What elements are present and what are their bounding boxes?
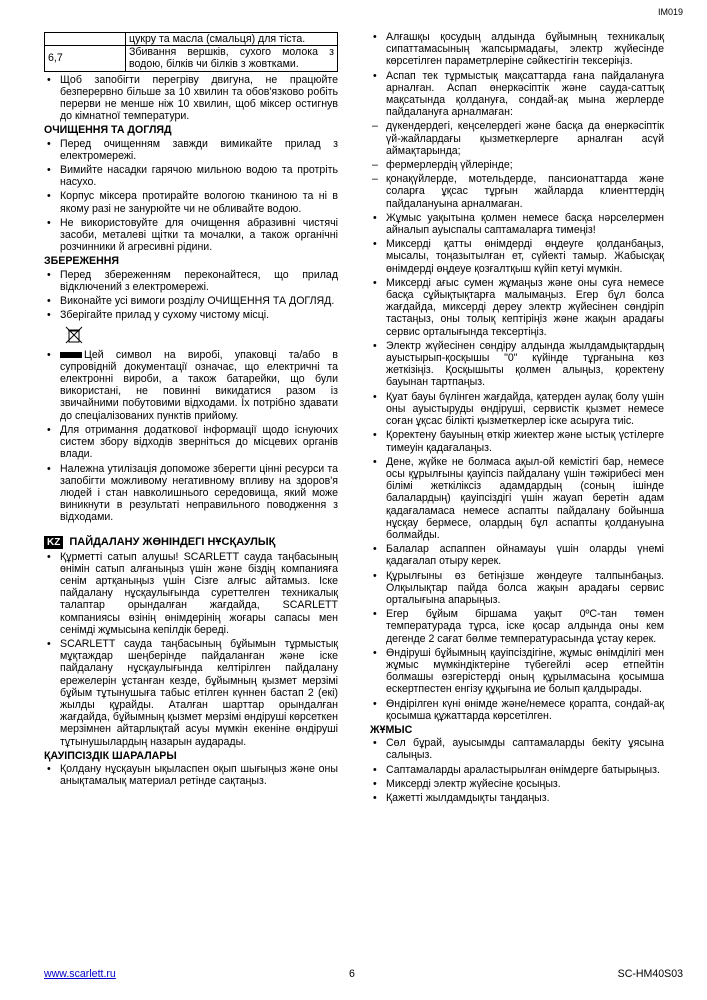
list-item: • Құрметті сатып алушы! SCARLETT сауда таңбасының өнімін сатып алғаныңыз үшін және біздің компанияға сенім артқаныңыз үшін Сізге алғыс айтамыз. Іске пайдалану нұсқаулығында суреттелген техникалық талаптар орындалған жағдайда, SCARLETT компаниясы өзінің өнімдерінің жоғары сапасы мен сенімді жұмысына кепілдік береді. — [44, 551, 338, 636]
speed-table — [44, 32, 338, 72]
recycle-list — [44, 349, 338, 524]
recycle-text: Цей символ на виробі, упаковці та/або в супровідній документації означає, що електричні та електронні вироби, а також батарейки, що були використані, не повинні викидатися разом із звичайними побутовими відходами. Їх потрібно здавати до спеціалізованих пунктів прийому. — [60, 348, 338, 422]
list-item: • Для отримання додаткової інформації щодо існуючих систем збору відходів зверніться до місцевих органів влади. — [44, 424, 338, 461]
list-item: • Виконайте усі вимоги розділу ОЧИЩЕННЯ ТА ДОГЛЯД. — [44, 295, 338, 307]
bar-symbol-icon — [60, 352, 82, 358]
kz-intro-list — [44, 551, 338, 748]
list-item: • Өндіруші бұйымның қауіпсіздігіне, жұмыс өнімділігі мен жұмыс мүмкіндіктеріне түбегейлі әсер етпейтін болмашы өзгерістерді оның құрылмасына қосымша ескертпестен енгізу құқығына ие болып қалдырады. — [370, 647, 664, 696]
footer-model: SC-HM40S03 — [617, 968, 683, 980]
list-item: • Перед збереженням переконайтеся, що прилад відключений з електромережі. — [44, 269, 338, 293]
list-item: • Миксерді ағыс сумен жұмаңыз және оны суға немесе басқа сұйықтықтарға малымаңыз. Егер бұл болса жағдайда, миксерді дереу электр жүйесінен сөндіріп тастаңыз, оны толық кептіріңіз және жақын арадағы сервис орталығында тексертіңіз. — [370, 277, 664, 338]
section-title-cleaning: ОЧИЩЕННЯ ТА ДОГЛЯД — [44, 124, 172, 137]
list-item: – дүкендердегі, кеңселердегі және басқа да өнеркәсіптік үй-жайлардағы қызметкерлерге арналған асүй аймақтарында; — [370, 120, 664, 157]
right-column — [370, 31, 664, 806]
page-number: 6 — [349, 968, 355, 980]
list-item: • Належна утилізація допоможе зберегти цінні ресурси та запобігти можливому негативному впливу на здоров'я людей і стан навколишнього середовища, який може виникнути в результаті неправильного поводження з відходами. — [44, 463, 338, 524]
list-item: • Зберігайте прилад у сухому чистому місці. — [44, 309, 338, 321]
list-item: • Миксерді электр жүйесіне қосыңыз. — [370, 778, 664, 790]
list-item: • Қуат бауы бүлінген жағдайда, қатерден аулақ болу үшін оны ауыстыруды өндіруші, сервистік қызмет немесе соған ұқсас білікті қызметкерлер іске асыруға тиіс. — [370, 391, 664, 428]
list-item: • Балалар аспаппен ойнамауы үшін оларды үнемі қадағалап отыру керек. — [370, 543, 664, 567]
list-item: • Не використовуйте для очищення абразивні чистячі засоби, металеві щітки та мочалки, а також органічні розчинники й агресивні рідини. — [44, 217, 338, 254]
section-title-kz: ПАЙДАЛАНУ ЖӨНІНДЕГІ НҰСҚАУЛЫҚ — [69, 535, 276, 548]
kz-section-header — [44, 536, 338, 549]
list-item: • Өндірілген күні өнімде және/немесе қорапта, сондай-ақ қосымша құжаттарда көрсетілген. — [370, 698, 664, 722]
list-item: – қонақүйлерде, мотельдерде, пансионаттарда және соларға ұқсас тұрғын жайларда клиенттердің пайдалануына арналмаған. — [370, 173, 664, 210]
list-item: • Құрылғыны өз бетіңізше жөндеуге талпынбаңыз. Олқылықтар пайда болса жақын арадағы сервис орталығына апарыңыз. — [370, 570, 664, 607]
list-item: • Дене, жүйке не болмаса ақыл-ой кемістігі бар, немесе осы құрылғыны қауіпсіз пайдалану үшін тәжірибесі мен білімі жеткіліксіз адамдардың (соның ішінде балалардың) қауіпсіздігі үшін жауап беретін адам қадағаламаса немесе аспапты пайдалану бойынша нұсқау бермесе, олардың бұл аспапты қолдануына болмайды. — [370, 456, 664, 541]
list-item: • Саптамаларды араластырылған өнімдерге батырыңыз. — [370, 764, 664, 776]
work-list — [370, 737, 664, 804]
list-item: • Алғашқы қосудың алдында бұйымның техникалық сипаттамасының жапсырмадағы, электр жүйесінде көрсетілген параметрлеріне сәйкестігін тексеріңіз. — [370, 31, 664, 68]
list-item: • Қоректену бауының өткір жиектер және ыстық үстілерге тимеуін қадағалаңыз. — [370, 429, 664, 453]
safety-list-right — [370, 31, 664, 722]
list-item: • Егер бұйым біршама уақыт 0ºС-тан төмен температурада тұрса, іске қосар алдында оны кем дегенде 2 сағат бөлме температурасында ұстау керек. — [370, 608, 664, 645]
list-item: – фермерлердің үйлерінде; — [370, 159, 664, 171]
list-item: • Миксерді қатты өнімдерді өңдеуге қолданбаңыз, мысалы, тоңазытылған ет, сүйекті тамыр. Жабысқақ өнімдерді өңдеуе қозғалтқыш күйіп кетуі мүмкін. — [370, 238, 664, 275]
table-row — [45, 33, 338, 46]
section-title-storage: ЗБЕРЕЖЕННЯ — [44, 255, 120, 268]
model-code: IM019 — [657, 7, 683, 17]
intro-list — [44, 74, 338, 123]
list-item: • Щоб запобігти перегріву двигуна, не працюйте безперервно більше за 10 хвилин та обов'язково робіть перерви не менше ніж 10 хвилин, щоб міксер остигнув до кімнатної температури. — [44, 74, 338, 123]
section-title-work: ЖҰМЫС — [370, 723, 413, 736]
list-item: • Қолдану нұсқауын ықыласпен оқып шығыңыз және оны анықтамалық материал ретінде сақтаңыз. — [44, 763, 338, 787]
storage-list — [44, 269, 338, 322]
list-item: • Қажетті жылдамдықты таңдаңыз. — [370, 792, 664, 804]
list-item: • SCARLETT сауда таңбасының бұйымын тұрмыстық мұқтаждар шеңберінде пайдаланған және іске пайдалану нұсқаулығында келтірілген пайдалану ережелерін ұстанған кезде, бұйымның қызмет мерзімі бұйым тұтынушыға табыс етілген күннен бастап 2 (екі) жылды құрайды. Аталған шарттар орындалған жағдайда, бұйымның қызмет мерзімі өндіруші көрсеткен мерзімнен айтарлықтай асуы мүмкін екеніне өндіруші тұтынушылардың назарын аударады. — [44, 638, 338, 748]
list-item: • Электр жүйесінен сөндіру алдында жылдамдықтардың ауыстырып-қосқышы "0" күйінде тұрғанына көз жеткізіңіз. Қосқышыты қолмен алыңыз, қоректену бауынан тартпаңыз. — [370, 340, 664, 389]
table-cell-num — [45, 33, 126, 46]
list-item — [44, 349, 338, 422]
list-item: • Корпус міксера протирайте вологою тканиною та ні в якому разі не занурюйте чи не обливайте водою. — [44, 190, 338, 214]
left-column — [44, 32, 338, 789]
crossed-bin-icon — [64, 325, 84, 345]
list-item: • Аспап тек тұрмыстық мақсаттарда ғана пайдалануға арналған. Аспап өнеркәсіптік және сауда-саттық мақсатында қолдануға, сондай-ақ мына жерлерде пайдалануға арналмаған: — [370, 70, 664, 119]
language-tag: KZ — [44, 536, 63, 549]
list-item: • Вимийте насадки гарячою мильною водою та протріть насухо. — [44, 164, 338, 188]
table-cell-num: 6,7 — [45, 46, 126, 71]
cleaning-list — [44, 138, 338, 254]
section-title-safety: ҚАУІПСІЗДІК ШАРАЛАРЫ — [44, 749, 177, 762]
website-link[interactable]: www.scarlett.ru — [44, 968, 116, 980]
table-row — [45, 46, 338, 71]
table-cell-text: Збивання вершків, сухого молока з водою, білків чи білків з жовтками. — [126, 46, 338, 71]
safety-list-left — [44, 763, 338, 787]
table-cell-text: цукру та масла (смальця) для тіста. — [126, 33, 338, 46]
list-item: • Перед очищенням завжди вимикайте прилад з електромережі. — [44, 138, 338, 162]
list-item: • Сөл бұрай, ауысымды саптамаларды бекіту ұясына салыңыз. — [370, 737, 664, 761]
list-item: • Жұмыс уақытына қолмен немесе басқа нәрселермен айналып ауыспалы саптамаларға тимеңіз! — [370, 212, 664, 236]
